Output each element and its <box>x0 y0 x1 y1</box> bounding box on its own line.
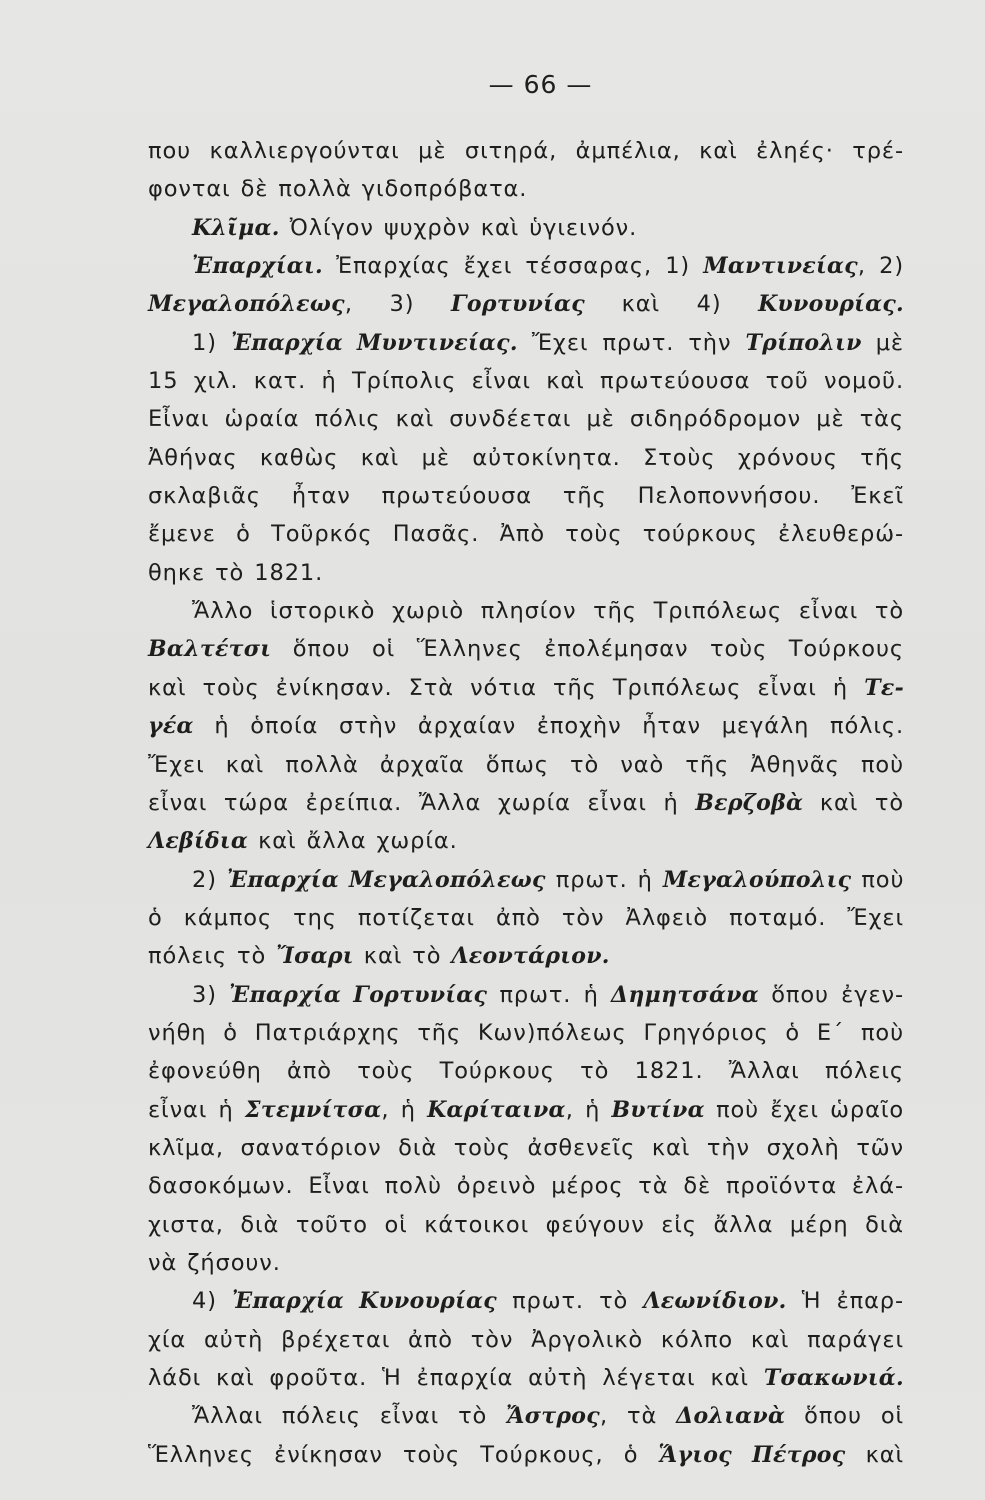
emphasized-term: Βερζοβὰ <box>695 789 804 816</box>
emphasized-term: Ἐπαρχία Γορτυνίας <box>229 981 488 1008</box>
text-line: γέα ἡ ὁποία στὴν ἀρχαίαν ἐποχὴν ἦταν μεγάλη πόλις. <box>148 713 904 740</box>
text-line: Ἐπαρχίαι. Ἐπαρχίας ἔχει τέσσαρας, 1) Μαντινείας, 2) <box>192 253 904 280</box>
text-line: καὶ τοὺς ἐνίκησαν. Στὰ νότια τῆς Τριπόλεως εἶναι ἡ Τε- <box>148 674 904 701</box>
text-line: Βαλτέτσι ὅπου οἱ Ἕλληνες ἐπολέμησαν τοὺς Τούρκους <box>148 636 904 663</box>
emphasized-term: Μεγαλοπόλεως <box>148 291 345 318</box>
emphasized-term: Μεγαλούπολις <box>662 866 852 893</box>
text-line: χιστα, διὰ τοῦτο οἱ κάτοικοι φεύγουν εἰς ἄλλα μέρη διὰ <box>148 1211 904 1238</box>
text-line: Ἔχει καὶ πολλὰ ἀρχαῖα ὅπως τὸ ναὸ τῆς Ἀθηνᾶς ποὺ <box>148 751 904 778</box>
emphasized-term: Ἐπαρχία Μεγαλοπόλεως <box>226 866 546 893</box>
text-line: ἔμενε ὁ Τοῦρκός Πασᾶς. Ἀπὸ τοὺς τούρκους ἐλευθερώ- <box>148 521 904 548</box>
text-line: εἶναι ἡ Στεμνίτσα, ἡ Καρίταινα, ἡ Βυτίνα ποὺ ἔχει ὡραῖο <box>148 1096 904 1123</box>
emphasized-term: Λεοντάριον. <box>451 943 610 970</box>
emphasized-term: Τρίπολιν <box>745 329 862 356</box>
body-text <box>148 132 904 1474</box>
text-line: φονται δὲ πολλὰ γιδοπρόβατα. <box>148 176 528 203</box>
text-line: Λεβίδια καὶ ἄλλα χωρία. <box>148 828 458 855</box>
emphasized-term: Ἐπαρχία Μυντινείας. <box>230 329 518 356</box>
text-line: ὁ κάμπος της ποτίζεται ἀπὸ τὸν Ἀλφειὸ ποταμό. Ἔχει <box>148 904 904 931</box>
text-line: Κλῖμα. Ὀλίγον ψυχρὸν καὶ ὑγιεινόν. <box>192 214 638 241</box>
emphasized-term: Δημητσάνα <box>610 981 759 1008</box>
text-line: Ἕλληνες ἐνίκησαν τοὺς Τούρκους, ὁ Ἅγιος Πέτρος καὶ <box>148 1441 904 1468</box>
emphasized-term: Ἄστρος <box>506 1403 600 1430</box>
text-line: δασοκόμων. Εἶναι πολὺ ὀρεινὸ μέρος τὰ δὲ προϊόντα ἐλά- <box>148 1173 904 1200</box>
text-line: 1) Ἐπαρχία Μυντινείας. Ἔχει πρωτ. τὴν Τρίπολιν μὲ <box>192 329 904 356</box>
emphasized-term: Βαλτέτσι <box>148 636 272 663</box>
emphasized-term: Τσακωνιά. <box>763 1365 904 1391</box>
emphasized-term: Ἴσαρι <box>276 943 354 970</box>
text-line: χία αὐτὴ βρέχεται ἀπὸ τὸν Ἀργολικὸ κόλπο καὶ παράγει <box>148 1326 904 1353</box>
text-line: 15 χιλ. κατ. ἡ Τρίπολις εἶναι καὶ πρωτεύουσα τοῦ νομοῦ. <box>148 368 904 395</box>
emphasized-term: Λεωνίδιον. <box>643 1288 787 1315</box>
text-line: ἐφονεύθη ἀπὸ τοὺς Τούρκους τὸ 1821. Ἄλλαι πόλεις <box>148 1058 904 1085</box>
page-number: — 66 — <box>488 70 593 99</box>
emphasized-term: Καρίταινα <box>427 1096 566 1123</box>
emphasized-term: Κλῖμα. <box>192 214 280 241</box>
emphasized-term: Δολιανὰ <box>676 1403 786 1430</box>
text-line: νὰ ζήσουν. <box>148 1249 281 1276</box>
text-line: κλῖμα, σανατόριον διὰ τοὺς ἀσθενεῖς καὶ τὴν σχολὴ τῶν <box>148 1134 904 1161</box>
text-line: Ἄλλαι πόλεις εἶναι τὸ Ἄστρος, τὰ Δολιανὰ ὅπου οἱ <box>192 1403 905 1430</box>
text-line: νήθη ὁ Πατριάρχης τῆς Κων)πόλεως Γρηγόριος ὁ Ε΄ ποὺ <box>148 1019 904 1046</box>
emphasized-term: Ἐπαρχίαι. <box>192 253 323 280</box>
text-line: Μεγαλοπόλεως, 3) Γορτυνίας καὶ 4) Κυνουρίας. <box>148 291 904 318</box>
emphasized-term: Ἅγιος Πέτρος <box>658 1441 846 1468</box>
emphasized-term: Τε- <box>864 674 904 701</box>
text-line: Ἀθήνας καθὼς καὶ μὲ αὐτοκίνητα. Στοὺς χρόνους τῆς <box>148 444 904 471</box>
emphasized-term: Βυτίνα <box>611 1096 705 1123</box>
text-line: θηκε τὸ 1821. <box>148 559 324 586</box>
text-line: που καλλιεργούνται μὲ σιτηρά, ἀμπέλια, καὶ ἐληές· τρέ- <box>148 138 904 164</box>
emphasized-term: Κυνουρίας. <box>758 291 904 318</box>
emphasized-term: γέα <box>148 713 194 740</box>
text-line: 3) Ἐπαρχία Γορτυνίας πρωτ. ἡ Δημητσάνα ὅπου ἐγεν- <box>192 981 904 1008</box>
emphasized-term: Ἐπαρχία Κυνουρίας <box>232 1288 497 1315</box>
text-line: Ἄλλο ἱστορικὸ χωριὸ πλησίον τῆς Τριπόλεως εἶναι τὸ <box>192 598 904 625</box>
text-line: λάδι καὶ φροῦτα. Ἡ ἐπαρχία αὐτὴ λέγεται καὶ Τσακωνιά. <box>148 1365 904 1391</box>
text-line: εἶναι τώρα ἐρείπια. Ἄλλα χωρία εἶναι ἡ Βερζοβὰ καὶ τὸ <box>148 789 905 816</box>
text-line: 4) Ἐπαρχία Κυνουρίας πρωτ. τὸ Λεωνίδιον. Ἡ ἐπαρ- <box>192 1288 905 1315</box>
text-line: πόλεις τὸ Ἴσαρι καὶ τὸ Λεοντάριον. <box>148 943 610 970</box>
text-line: Εἶναι ὡραία πόλις καὶ συνδέεται μὲ σιδηρόδρομον μὲ τὰς <box>148 406 904 433</box>
emphasized-term: Μαντινείας <box>703 253 858 280</box>
text-line: 2) Ἐπαρχία Μεγαλοπόλεως πρωτ. ἡ Μεγαλούπολις ποὺ <box>192 866 905 893</box>
emphasized-term: Γορτυνίας <box>451 291 585 318</box>
emphasized-term: Λεβίδια <box>148 828 249 855</box>
emphasized-term: Στεμνίτσα <box>244 1096 382 1123</box>
text-line: σκλαβιᾶς ἦταν πρωτεύουσα τῆς Πελοποννήσου. Ἐκεῖ <box>148 483 904 510</box>
